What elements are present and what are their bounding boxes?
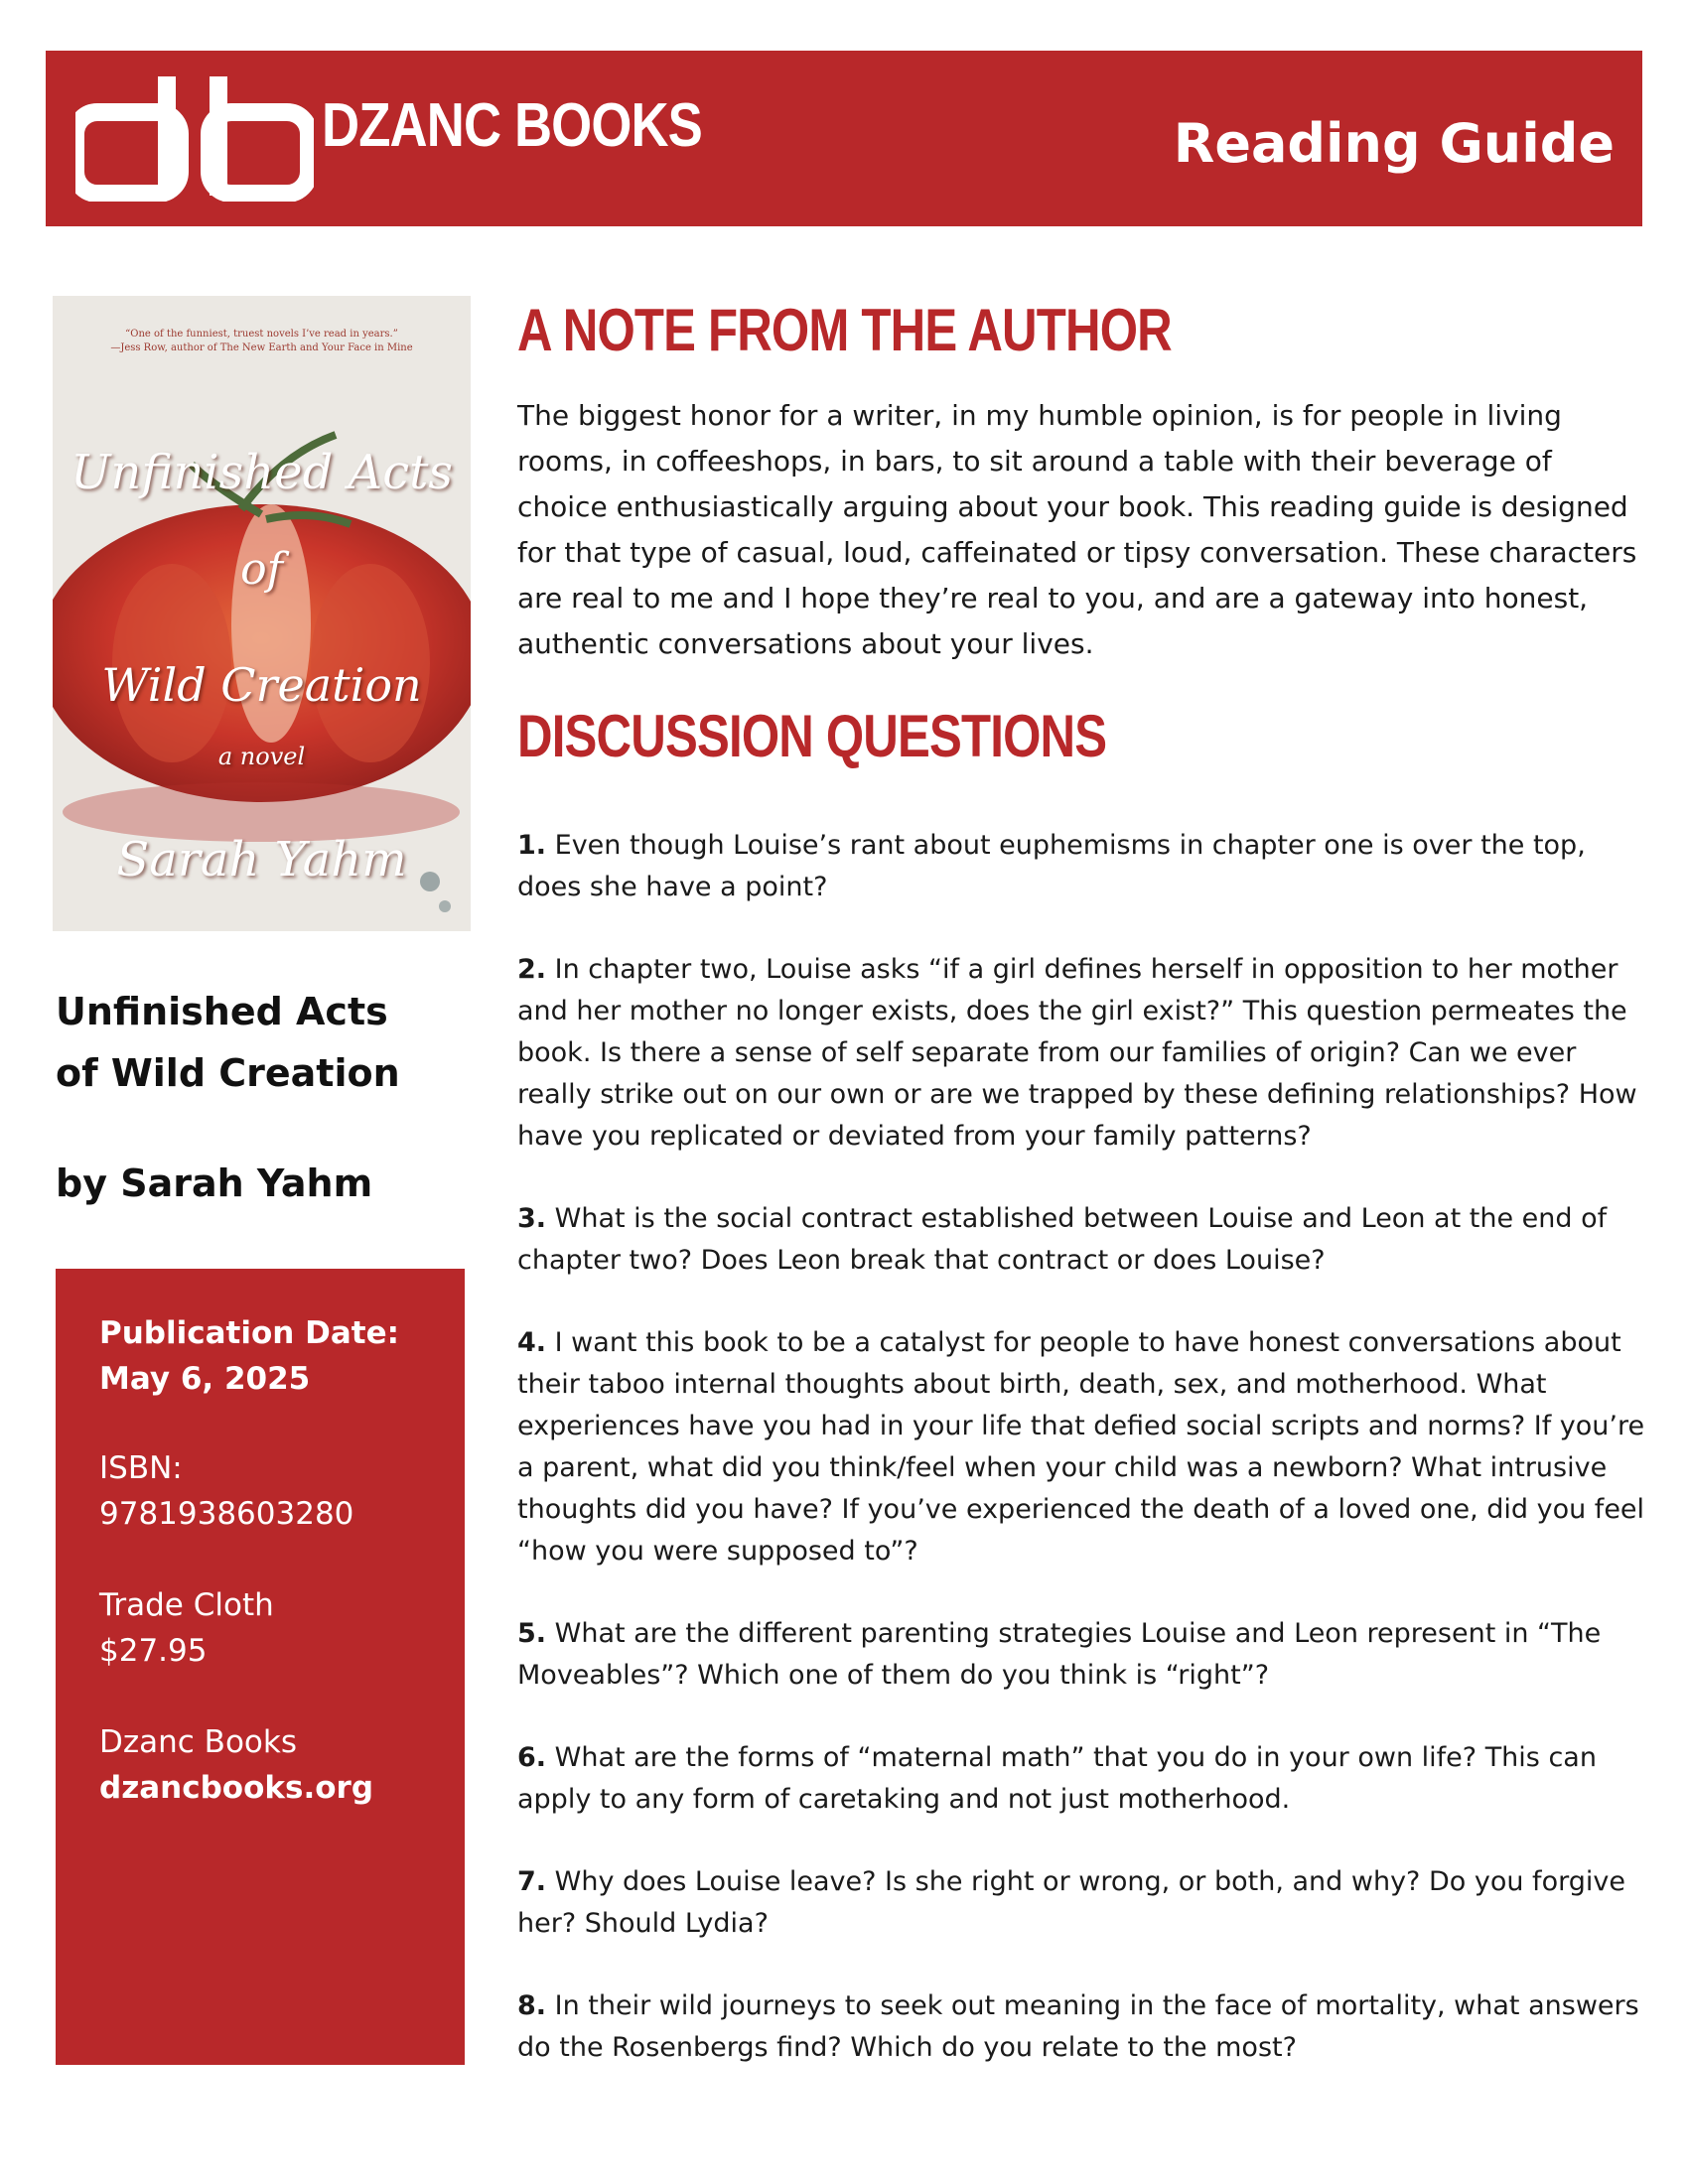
question-item	[517, 1737, 1649, 1821]
header-banner	[46, 51, 1642, 226]
page-title: Reading Guide	[1173, 112, 1615, 175]
book-title	[56, 981, 433, 1104]
cover-subtitle: a novel	[217, 743, 306, 770]
cover-title-line3: Wild Creation	[101, 658, 422, 712]
question-text: In chapter two, Louise asks “if a girl defines herself in opposition to her mother and her mother no longer exists, does the girl exist?” This question permeates the book. Is there a sense of self separate from our families of origin? Can we ever really strike out on our own or are we trapped by these defining relationships? How have you replicated or deviated from your family patterns?	[517, 954, 1637, 1152]
question-number: 5.	[517, 1618, 547, 1649]
publisher-info	[99, 1719, 373, 1811]
author-note-heading: A NOTE FROM THE AUTHOR	[517, 297, 1172, 363]
price-value: $27.95	[99, 1633, 208, 1669]
question-text: In their wild journeys to seek out meaning in the face of mortality, what answers do the Rosenbergs find? Which do you relate to the most?	[517, 1990, 1639, 2063]
question-text: Why does Louise leave? Is she right or wrong, or both, and why? Do you forgive her? Should Lydia?	[517, 1866, 1625, 1939]
question-number: 7.	[517, 1866, 547, 1897]
book-title-line1: Unfinished Acts	[56, 990, 388, 1033]
cover-blurb-credit: —Jess Row, author of The New Earth and Your Face in Mine	[110, 342, 413, 353]
publication-info	[99, 1310, 399, 1402]
isbn-info	[99, 1445, 353, 1537]
book-title-line2: of Wild Creation	[56, 1051, 400, 1095]
pub-date: May 6, 2025	[99, 1361, 311, 1397]
publisher-name: Dzanc Books	[99, 1724, 297, 1760]
question-list	[517, 825, 1649, 2110]
question-item	[517, 1322, 1649, 1572]
question-text: I want this book to be a catalyst for people to have honest conversations about their taboo internal thoughts about birth, death, sex, and motherhood. What experiences have you had in your life that defied social scripts and norms? If you’re a parent, what did you think/feel when your child was a newborn? What intrusive thoughts did you have? If you’ve experienced the death of a loved one, did you feel “how you were supposed to”?	[517, 1327, 1645, 1567]
pub-date-label: Publication Date:	[99, 1315, 400, 1351]
format-info	[99, 1582, 274, 1674]
isbn-label: ISBN:	[99, 1450, 183, 1486]
cover-blurb-quote: “One of the funniest, truest novels I’ve read in years.”	[125, 329, 398, 340]
discussion-heading: DISCUSSION QUESTIONS	[517, 703, 1107, 769]
question-number: 4.	[517, 1327, 547, 1358]
question-item	[517, 1985, 1649, 2069]
question-number: 3.	[517, 1203, 547, 1234]
question-number: 2.	[517, 954, 547, 985]
brand-name: DZANC BOOKS	[322, 91, 702, 160]
book-author: by Sarah Yahm	[56, 1161, 373, 1205]
question-text: What are the different parenting strategies Louise and Leon represent in “The Moveables”? Which one of them do you think is “right”?	[517, 1618, 1602, 1691]
cover-title-line1: Unfinished Acts	[70, 445, 454, 500]
cover-title-line2: of	[240, 544, 283, 595]
question-text: What are the forms of “maternal math” that you do in your own life? This can apply to any form of caretaking and not just motherhood.	[517, 1742, 1597, 1815]
cover-author: Sarah Yahm	[116, 832, 407, 887]
cover-blurb	[53, 328, 471, 355]
book-cover-image	[53, 296, 471, 931]
isbn-value: 9781938603280	[99, 1496, 354, 1532]
question-number: 6.	[517, 1742, 547, 1773]
dzanc-logo-icon	[75, 72, 314, 202]
question-item	[517, 949, 1649, 1158]
question-number: 1.	[517, 830, 547, 861]
question-text: What is the social contract established between Louise and Leon at the end of chapter two? Does Leon break that contract or does Louise?	[517, 1203, 1608, 1276]
question-item	[517, 1613, 1649, 1697]
author-note-text: The biggest honor for a writer, in my humble opinion, is for people in living rooms, in coffeeshops, in bars, to sit around a table with their beverage of choice enthusiastically arguing about your book. This reading guide is designed for that type of casual, loud, caffeinated or tipsy conversation. These characters are real to me and I hope they’re real to you, and are a gateway into honest, authentic conversations about your lives.	[517, 399, 1637, 660]
question-item	[517, 1861, 1649, 1945]
publisher-website-link[interactable]: dzancbooks.org	[99, 1770, 374, 1806]
question-number: 8.	[517, 1990, 547, 2021]
format-value: Trade Cloth	[99, 1587, 274, 1623]
question-item	[517, 1198, 1649, 1282]
question-text: Even though Louise’s rant about euphemisms in chapter one is over the top, does she have a point?	[517, 830, 1586, 902]
book-info-box	[56, 1269, 465, 2065]
question-item	[517, 825, 1649, 908]
